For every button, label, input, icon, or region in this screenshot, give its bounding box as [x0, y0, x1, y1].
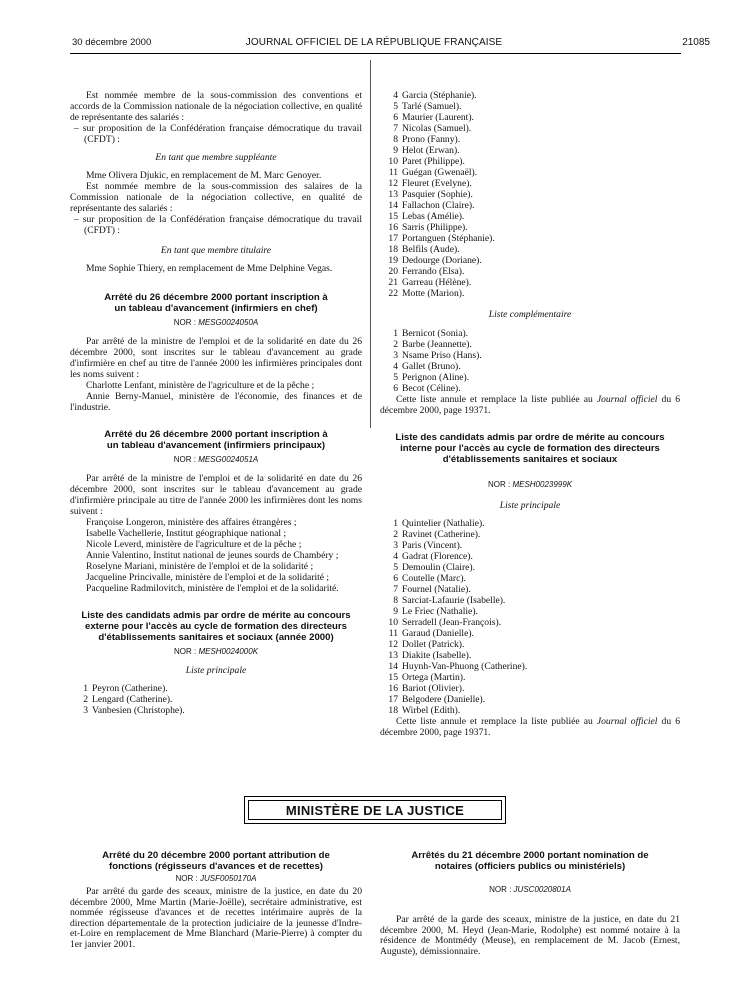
rank-number: 3	[393, 540, 398, 551]
rank-number: 6	[393, 383, 398, 394]
candidate-name: Wirbel (Edith).	[402, 705, 461, 716]
paragraph	[380, 716, 680, 738]
rank-number: 1	[393, 518, 398, 529]
list-item	[380, 288, 680, 299]
list-item	[380, 628, 680, 639]
nor-label: NOR :	[175, 874, 198, 883]
candidate-name: Garreau (Hélène).	[402, 277, 472, 288]
rank-number: 22	[388, 288, 398, 299]
candidate-name: Garcia (Stéphanie).	[402, 90, 477, 101]
candidate-name: Peyron (Catherine).	[92, 683, 168, 694]
candidate-name: Portanguen (Stéphanie).	[402, 233, 495, 244]
list-item	[380, 694, 680, 705]
rank-number: 8	[393, 134, 398, 145]
candidate-name: Vanbesien (Christophe).	[92, 705, 185, 716]
rank-number: 2	[393, 339, 398, 350]
rank-number: 10	[388, 617, 398, 628]
list-item	[380, 529, 680, 540]
candidate-name: Nsame Priso (Hans).	[402, 350, 482, 361]
note-text: Cette liste annule et remplace la liste publiée au	[396, 394, 597, 405]
name-line: Nicole Leverd, ministère de l'agriculture et de la pêche ;	[86, 539, 302, 550]
article-title: Arrêtés du 21 décembre 2000 portant nomination de notaires (officiers publics ou ministériels)	[411, 850, 649, 872]
list-item	[380, 167, 680, 178]
candidate-name: Pasquier (Sophie).	[402, 189, 473, 200]
candidate-name: Ravinet (Catherine).	[402, 529, 481, 540]
candidate-name: Becot (Céline).	[402, 383, 461, 394]
list-item	[380, 328, 680, 339]
nor-code: JUSF0050170A	[199, 874, 257, 883]
list-item	[380, 683, 680, 694]
list-item	[380, 672, 680, 683]
candidate-name: Lengard (Catherine).	[92, 694, 173, 705]
subheading: En tant que membre suppléante	[155, 152, 277, 163]
candidate-name: Sarciat-Lafaurie (Isabelle).	[402, 595, 506, 606]
rank-number: 14	[388, 661, 398, 672]
name-line: Annie Berny-Manuel, ministère de l'économie, des finances et de l'industrie.	[70, 391, 362, 413]
nor-label: NOR :	[489, 885, 512, 894]
subheading: En tant que membre titulaire	[160, 245, 272, 256]
bottom-right-article	[380, 850, 680, 957]
nor-line	[70, 454, 362, 465]
note-text: Cette liste annule et remplace la liste publiée au	[396, 716, 597, 727]
rank-number: 17	[388, 233, 398, 244]
candidate-list	[380, 518, 680, 716]
rank-number: 4	[393, 361, 398, 372]
candidate-name: Nicolas (Samuel).	[402, 123, 472, 134]
list-item	[380, 705, 680, 716]
name-line: Annie Valentino, Institut national de jeunes sourds de Chambéry ;	[86, 550, 339, 561]
name-line: Charlotte Lenfant, ministère de l'agriculture et de la pêche ;	[86, 380, 315, 391]
list-item	[70, 683, 362, 694]
nor-line	[70, 873, 362, 884]
article-title: Liste des candidats admis par ordre de mérite au concours externe pour l'accès au cycle de formation des directeurs d'établissements sanitaires et sociaux (année 2000)	[81, 610, 351, 643]
list-item	[380, 540, 680, 551]
list-item	[380, 244, 680, 255]
candidate-name: Guégan (Gwenaël).	[402, 167, 478, 178]
rank-number: 2	[83, 694, 88, 705]
candidate-name: Paris (Vincent).	[402, 540, 463, 551]
rank-number: 5	[393, 562, 398, 573]
rank-number: 6	[393, 112, 398, 123]
list-item	[380, 222, 680, 233]
nor-line	[70, 317, 362, 328]
rank-number: 20	[388, 266, 398, 277]
paragraph: Est nommée membre de la sous-commission des salaires de la Commission nationale de la négociation collective, en qualité de représentante des salariés :	[70, 181, 362, 214]
subheading: Liste principale	[499, 500, 561, 511]
paragraph: Par arrêté de la garde des sceaux, ministre de la justice, en date du 21 décembre 2000, M. Heyd (Jean-Marie, Rodolphe) est nommé notaire à la résidence de Montmédy (Meuse), en remplacement de M. Jacob (Ernest, Auguste), démissionnaire.	[380, 914, 680, 957]
candidate-name: Paret (Philippe).	[402, 156, 465, 167]
candidate-name: Gallet (Bruno).	[402, 361, 461, 372]
candidate-name: Huynh-Van-Phuong (Catherine).	[402, 661, 528, 672]
bottom-left-article	[70, 850, 362, 951]
paragraph: Par arrêté du garde des sceaux, ministre de la justice, en date du 20 décembre 2000, Mme Martin (Marie-Joëlle), secrétaire administrative, est nommée régisseuse d'avances et de recettes intérimaire auprès de la direction départementale de la protection judiciaire de la jeunesse d'Indre-et-Loire en remplacement de Mme Blanchard (Marie-Pierre) à compter du 1er janvier 2001.	[70, 886, 362, 950]
rank-number: 12	[388, 639, 398, 650]
ministry-banner	[244, 796, 506, 824]
paragraph: Mme Sophie Thiery, en remplacement de Mme Delphine Vegas.	[86, 263, 333, 274]
list-item	[380, 189, 680, 200]
note-text: du 6 décembre 2000, page 19371.	[380, 394, 680, 416]
list-item	[380, 156, 680, 167]
list-item	[380, 350, 680, 361]
list-item	[380, 178, 680, 189]
rank-number: 1	[393, 328, 398, 339]
candidate-name: Belgodere (Danielle).	[402, 694, 486, 705]
list-item	[380, 123, 680, 134]
list-item	[380, 650, 680, 661]
list-item	[380, 584, 680, 595]
rank-number: 3	[83, 705, 88, 716]
paragraph: Est nommée membre de la sous-commission des conventions et accords de la Commission nationale de la négociation collective, en qualité de représentante des salariés :	[70, 90, 362, 123]
subheading: Liste principale	[185, 665, 247, 676]
rank-number: 7	[393, 584, 398, 595]
list-item	[380, 101, 680, 112]
article-title: Arrêté du 26 décembre 2000 portant inscription à un tableau d'avancement (infirmiers principaux)	[104, 429, 328, 451]
list-item	[380, 90, 680, 101]
article-title: Arrêté du 20 décembre 2000 portant attribution de fonctions (régisseurs d'avances et de recettes)	[102, 850, 330, 872]
rank-number: 21	[388, 277, 398, 288]
header-date: 30 décembre 2000	[72, 37, 152, 48]
candidate-name: Sarris (Philippe).	[402, 222, 468, 233]
note-italic: Journal officiel	[596, 394, 658, 405]
paragraph: Par arrêté de la ministre de l'emploi et de la solidarité en date du 26 décembre 2000, sont inscrites sur le tableau d'avancement au grade d'infirmière en chef au titre de l'année 2000 les infirmières principales dont les noms suivent :	[70, 336, 362, 380]
candidate-name: Bernicot (Sonia).	[402, 328, 469, 339]
rank-number: 9	[393, 606, 398, 617]
ministry-title: MINISTÈRE DE LA JUSTICE	[248, 800, 502, 820]
nor-code: MESH0023999K	[512, 480, 573, 489]
name-line: Jacqueline Princivalle, ministère de l'emploi et de la solidarité ;	[86, 572, 330, 583]
candidate-name: Fallachon (Claire).	[402, 200, 475, 211]
rank-number: 15	[388, 672, 398, 683]
rank-number: 12	[388, 178, 398, 189]
paragraph: – sur proposition de la Confédération française démocratique du travail (CFDT) :	[74, 123, 362, 145]
candidate-name: Garaud (Danielle).	[402, 628, 474, 639]
candidate-name: Prono (Fanny).	[402, 134, 461, 145]
rank-number: 7	[393, 123, 398, 134]
list-item	[380, 661, 680, 672]
candidate-name: Helot (Erwan).	[402, 145, 460, 156]
list-item	[380, 255, 680, 266]
list-item	[380, 383, 680, 394]
candidate-name: Coutelle (Marc).	[402, 573, 466, 584]
candidate-name: Tarlé (Samuel).	[402, 101, 462, 112]
candidate-name: Dollet (Patrick).	[402, 639, 465, 650]
rank-number: 19	[388, 255, 398, 266]
rank-number: 9	[393, 145, 398, 156]
column-divider	[370, 60, 371, 428]
list-item	[380, 339, 680, 350]
nor-code: MESG0024050A	[198, 318, 259, 327]
candidate-name: Fournel (Natalie).	[402, 584, 471, 595]
candidate-name: Barbe (Jeannette).	[402, 339, 472, 350]
rank-number: 8	[393, 595, 398, 606]
article-title: Arrêté du 26 décembre 2000 portant inscription à un tableau d'avancement (infirmiers en chef)	[104, 292, 328, 314]
paragraph: – sur proposition de la Confédération française démocratique du travail (CFDT) :	[74, 214, 362, 236]
name-line: Roselyne Mariani, ministère de l'emploi et de la solidarité ;	[86, 561, 314, 572]
list-item	[380, 595, 680, 606]
list-item	[380, 361, 680, 372]
candidate-list	[380, 90, 680, 299]
list-item	[380, 145, 680, 156]
left-column	[70, 90, 362, 716]
nor-code: MESG0024051A	[198, 455, 259, 464]
candidate-name: Serradell (Jean-François).	[402, 617, 502, 628]
article-title: Liste des candidats admis par ordre de mérite au concours interne pour l'accès au cycle de formation des directeurs d'établissements sanitaires et sociaux	[395, 432, 665, 465]
rank-number: 13	[388, 650, 398, 661]
rank-number: 3	[393, 350, 398, 361]
paragraph: Par arrêté de la ministre de l'emploi et de la solidarité en date du 26 décembre 2000, sont inscrites sur le tableau d'avancement au grade d'infirmière principale au titre de l'année 2000 les infirmières dont les noms suivent :	[70, 473, 362, 517]
rank-number: 18	[388, 705, 398, 716]
rank-number: 4	[393, 551, 398, 562]
list-item	[380, 277, 680, 288]
name-line: Pacqueline Radmilovitch, ministère de l'emploi et de la solidarité.	[86, 583, 339, 594]
list-item	[380, 372, 680, 383]
list-item	[380, 211, 680, 222]
rank-number: 2	[393, 529, 398, 540]
subheading: Liste complémentaire	[488, 309, 572, 320]
candidate-name: Ortega (Martin).	[402, 672, 466, 683]
list-item	[380, 562, 680, 573]
nor-line	[70, 646, 362, 657]
rank-number: 15	[388, 211, 398, 222]
list-item	[70, 705, 362, 716]
right-column	[380, 90, 680, 738]
list-item	[380, 617, 680, 628]
list-item	[380, 112, 680, 123]
paragraph: Mme Olivera Djukic, en remplacement de M. Marc Genoyer.	[86, 170, 322, 181]
list-item	[380, 233, 680, 244]
list-item	[70, 694, 362, 705]
candidate-name: Dedourge (Doriane).	[402, 255, 482, 266]
candidate-name: Fleuret (Evelyne).	[402, 178, 472, 189]
rank-number: 10	[388, 156, 398, 167]
candidate-name: Quintelier (Nathalie).	[402, 518, 485, 529]
list-item	[380, 134, 680, 145]
candidate-name: Maurier (Laurent).	[402, 112, 474, 123]
rank-number: 4	[393, 90, 398, 101]
list-item	[380, 518, 680, 529]
rank-number: 16	[388, 683, 398, 694]
candidate-list	[380, 328, 680, 394]
candidate-name: Le Friec (Nathalie).	[402, 606, 478, 617]
list-item	[380, 606, 680, 617]
header-rule	[70, 53, 681, 54]
candidate-name: Gadrat (Florence).	[402, 551, 473, 562]
nor-line	[380, 479, 680, 490]
rank-number: 11	[388, 167, 398, 178]
nor-label: NOR :	[173, 318, 196, 327]
note-italic: Journal officiel	[596, 716, 658, 727]
header-title: JOURNAL OFFICIEL DE LA RÉPUBLIQUE FRANÇAISE	[245, 37, 503, 48]
list-item	[380, 200, 680, 211]
candidate-name: Demoulin (Claire).	[402, 562, 475, 573]
candidate-name: Ferrando (Elsa).	[402, 266, 465, 277]
rank-number: 1	[83, 683, 88, 694]
nor-line	[380, 884, 680, 895]
rank-number: 5	[393, 372, 398, 383]
candidate-name: Bariot (Olivier).	[402, 683, 465, 694]
note-text: du 6 décembre 2000, page 19371.	[380, 716, 680, 738]
list-item	[380, 639, 680, 650]
rank-number: 18	[388, 244, 398, 255]
header-page-number: 21085	[682, 37, 710, 48]
candidate-name: Lebas (Amélie).	[402, 211, 465, 222]
candidate-name: Belfils (Aude).	[402, 244, 460, 255]
nor-label: NOR :	[173, 647, 197, 656]
list-item	[380, 573, 680, 584]
rank-number: 11	[388, 628, 398, 639]
nor-code: JUSC0020801A	[513, 885, 571, 894]
paragraph	[380, 394, 680, 416]
nor-code: MESH0024000K	[198, 647, 259, 656]
rank-number: 5	[393, 101, 398, 112]
candidate-name: Diakite (Isabelle).	[402, 650, 472, 661]
page-header	[0, 37, 748, 51]
candidate-name: Perignon (Aline).	[402, 372, 470, 383]
rank-number: 16	[388, 222, 398, 233]
rank-number: 6	[393, 573, 398, 584]
name-line: Isabelle Vachellerie, Institut géographique national ;	[86, 528, 287, 539]
candidate-list	[70, 683, 362, 716]
rank-number: 14	[388, 200, 398, 211]
name-line: Françoise Longeron, ministère des affaires étrangères ;	[86, 517, 297, 528]
nor-label: NOR :	[173, 455, 196, 464]
rank-number: 17	[388, 694, 398, 705]
rank-number: 13	[388, 189, 398, 200]
candidate-name: Motte (Marion).	[402, 288, 465, 299]
nor-label: NOR :	[487, 480, 511, 489]
list-item	[380, 266, 680, 277]
list-item	[380, 551, 680, 562]
